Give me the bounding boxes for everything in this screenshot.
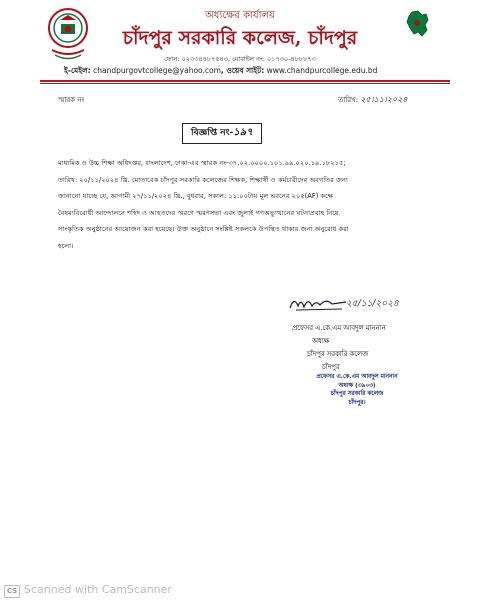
date-value: ২৫।১১।২০২৪ xyxy=(360,95,408,104)
email-label: ই-মেইল: xyxy=(64,66,91,75)
signature-date: ২৫/১১/২০২৪ xyxy=(346,299,399,309)
memo-label: স্মারক নং xyxy=(58,96,85,104)
signer-college: চাঁদপুর সরকারি কলেজ xyxy=(307,350,369,358)
body-line: মাধ্যমিক ও উচ্চ শিক্ষা অধিদপ্তর, বাংলাদেশ, ঢাকা-এর স্মারক নং-৩৭.০২.০০০০.১০১.৯৯.০২০.১৯.১৮২১৫; xyxy=(58,159,346,167)
signer-name: প্রফেসর এ.কে.এম আবদুল মাননান xyxy=(292,324,386,332)
email-link[interactable]: chandpurgovtcollege@yahoo.com xyxy=(93,66,221,75)
stamp-line: চাঁদপুর। xyxy=(348,399,366,406)
phone-line: ফোন: ০২৩৩৪৪৮৭৫৪৩, মোবাইল নং: ০১৭৩০-৪৮৮৮৭৩ xyxy=(164,55,316,63)
notice-body xyxy=(58,155,436,254)
notice-title-label: বিজ্ঞপ্তি নং- xyxy=(191,128,234,138)
notice-title xyxy=(182,123,262,144)
signer-role: অধ্যক্ষ xyxy=(312,337,330,345)
date-label: তারিখ: xyxy=(338,96,359,104)
office-label: অধ্যক্ষের কার্যালয় xyxy=(205,10,275,21)
body-line: তারিখ: ২০/১১/২০২৪ খ্রি. মোতাবেক চাঁদপুর সরকারি কলেজের শিক্ষক, শিক্ষার্থী ও কর্মচারীদের অবগতির জন্য xyxy=(58,175,348,184)
header-rule-black xyxy=(40,83,450,84)
stamp-line: প্রফেসর এ.কে.এম আবদুল মাননান xyxy=(316,374,398,380)
body-line: জানানো যাচ্ছে যে, আগামী ২৭/১১/২০২৪ খ্রি., বুধবার, সকাল: ১১:০০টায় মূল ভবনের ২০৫(AF) কক্ষে xyxy=(58,192,334,200)
camscanner-icon: CS xyxy=(4,585,20,598)
signer-city: চাঁদপুর xyxy=(322,363,340,371)
scanner-watermark xyxy=(0,580,480,600)
stamp-line: চাঁদপুর সরকারি কলেজ xyxy=(330,391,384,397)
official-stamp xyxy=(302,373,412,407)
college-title: চাঁদপুর সরকারি কলেজ, চাঁদপুর xyxy=(122,27,358,49)
watermark-text: Scanned with CamScanner xyxy=(24,583,172,596)
date-field xyxy=(338,94,408,107)
body-line: সাংস্কৃতিক অনুষ্ঠানের আয়োজন করা হয়েছে। উক্ত অনুষ্ঠানে সংশ্লিষ্ট সকলকে উপস্থিত থাকার জন্য অনুরোধ করা xyxy=(58,225,349,233)
stamp-line: অধ্যক্ষ (৩৯০৩) xyxy=(338,382,376,389)
website-link[interactable]: www.chandpurcollege.edu.bd xyxy=(266,66,378,75)
contact-line xyxy=(64,66,377,78)
body-line: হলো। xyxy=(58,241,74,250)
body-line: বৈষম্যবিরোধী আন্দোলনে শহিদ ও আহতদের স্মরণে স্মরণসভা এবং জুলাই গণঅভ্যুত্থানের ঘটনাপ্রবাহ নিয়ে xyxy=(58,208,339,217)
notice-number: ১৯৭ xyxy=(233,127,253,138)
website-label: , ওয়েব সাইট: xyxy=(220,66,265,75)
header-rule-red xyxy=(40,80,450,82)
